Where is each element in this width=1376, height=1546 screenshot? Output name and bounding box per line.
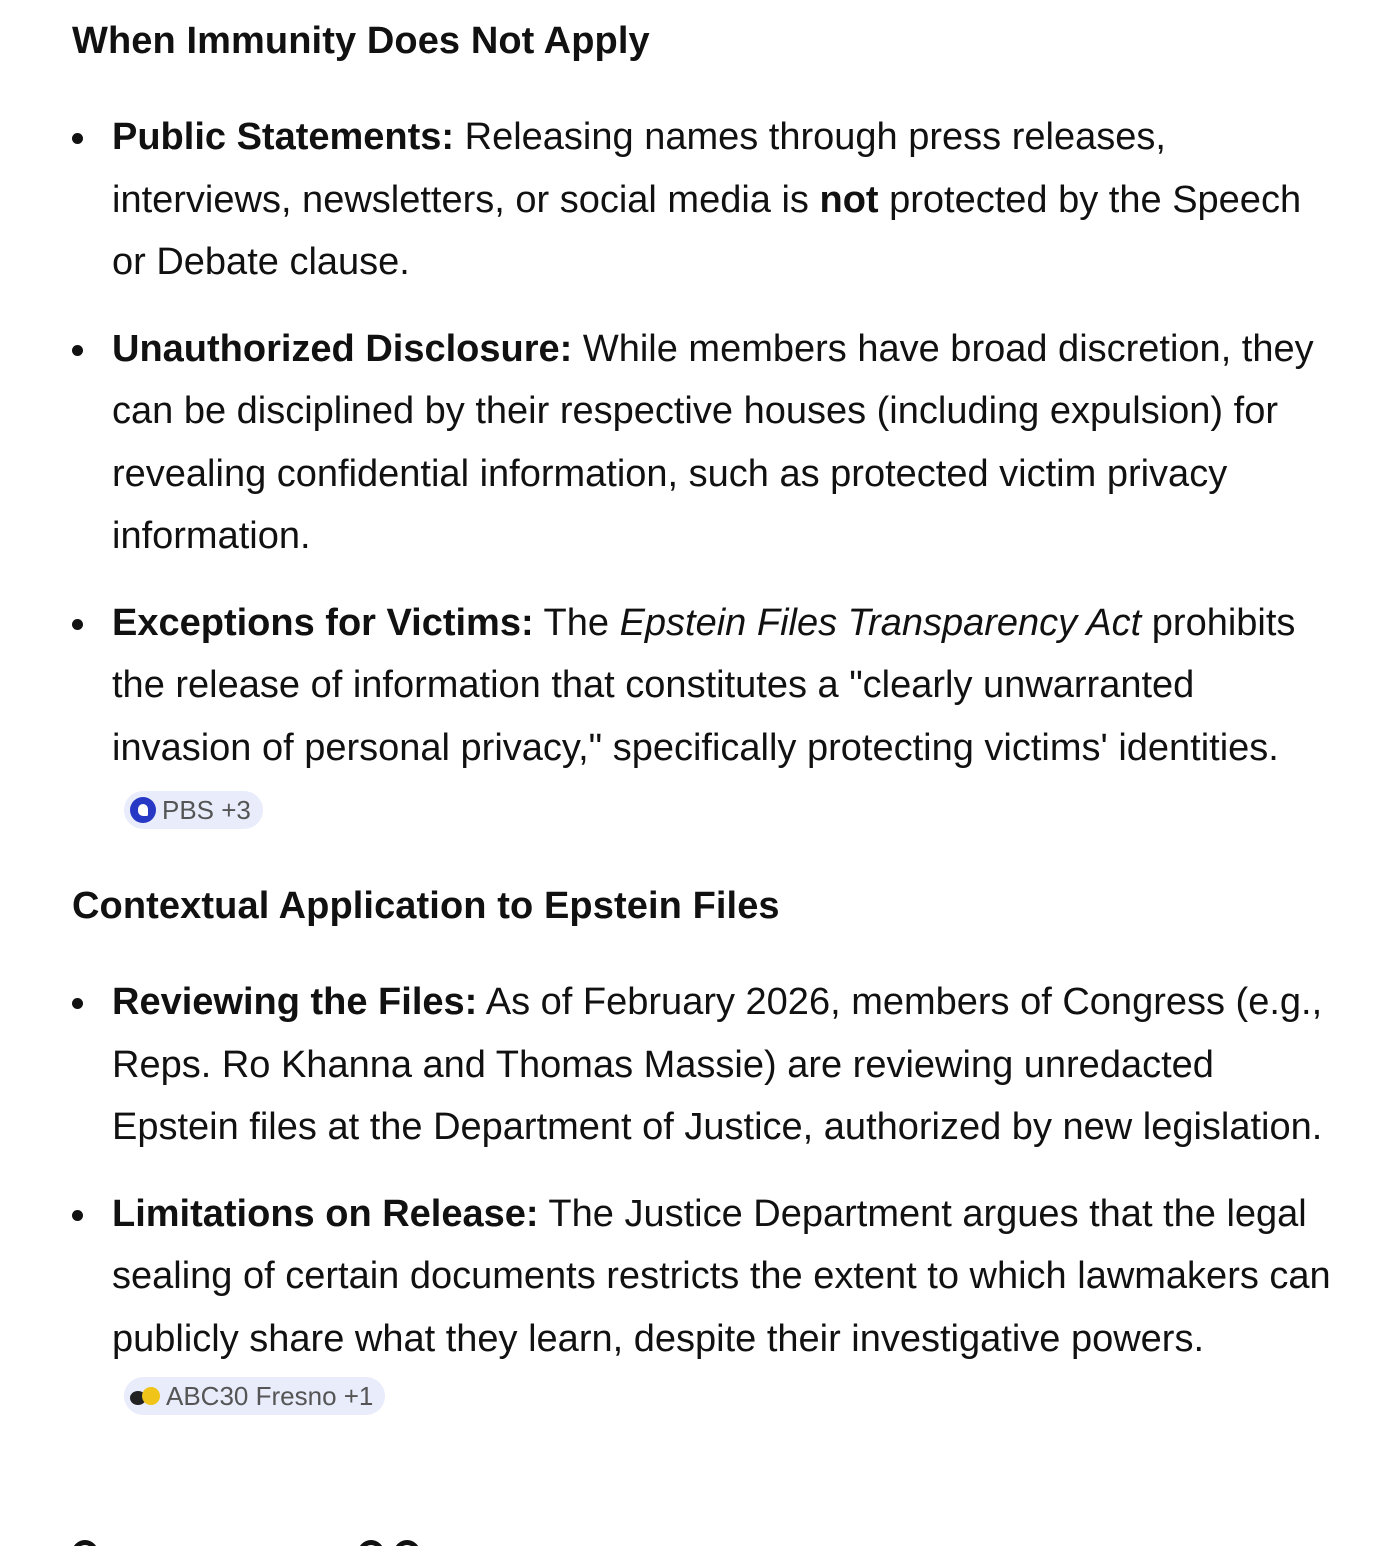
item-label: Limitations on Release:	[112, 1192, 539, 1235]
citation-label: ABC30 Fresno +1	[166, 1381, 374, 1411]
item-label: Public Statements:	[112, 116, 455, 158]
item-text: As of February 2026, members of Congress (e.g., Reps. Ro Khanna and Thomas Massie) are reviewing unredacted Epstein files at the Department of Justice, authorized by new legislation.	[112, 981, 1323, 1148]
list-item-unauthorized-disclosure	[72, 318, 1342, 568]
bullet-icon	[72, 345, 83, 356]
item-text: prohibits the release of information that constitutes a "clearly unwarranted invasion of personal privacy," specifically protecting victims' identities.	[112, 601, 1296, 769]
bullet-icon	[72, 619, 83, 630]
pbs-logo-icon	[130, 797, 156, 823]
item-label: Reviewing the Files:	[112, 981, 478, 1023]
citation-chip-abc30[interactable]	[124, 1377, 385, 1415]
clipped-next-heading	[72, 1530, 420, 1546]
list-item-limitations-on-release	[72, 1183, 1342, 1433]
bullet-icon	[72, 998, 83, 1009]
item-text: The	[533, 601, 620, 644]
item-text: While members have broad discretion, they can be disciplined by their respective houses (including expulsion) for revealing confidential information, such as protected victim privacy information.	[112, 327, 1314, 557]
act-title: Epstein Files Transparency Act	[619, 601, 1142, 644]
citation-chip-pbs[interactable]	[124, 791, 263, 829]
item-emphasis: not	[819, 178, 879, 221]
citation-label: PBS +3	[162, 795, 251, 825]
context-list	[72, 971, 1342, 1457]
list-item-exceptions-for-victims	[72, 592, 1342, 842]
bullet-icon	[72, 1210, 83, 1221]
abc30-logo-icon	[130, 1385, 160, 1407]
bullet-icon	[72, 133, 83, 144]
item-label: Unauthorized Disclosure:	[112, 327, 573, 370]
item-text: protected by the Speech or Debate clause.	[112, 178, 1302, 283]
item-text: Releasing names through press releases, interviews, newsletters, or social media is	[112, 116, 1166, 221]
list-item-public-statements	[72, 106, 1342, 294]
section-heading-immunity: When Immunity Does Not Apply	[72, 20, 650, 62]
section-heading-contextual-application: Contextual Application to Epstein Files	[72, 885, 780, 927]
item-text: The Justice Department argues that the legal sealing of certain documents restricts the extent to which lawmakers can publicly share what they learn, despite their investigative powers.	[112, 1192, 1331, 1360]
list-item-reviewing-files	[72, 971, 1342, 1159]
item-label: Exceptions for Victims:	[112, 601, 534, 644]
immunity-list	[72, 106, 1342, 866]
